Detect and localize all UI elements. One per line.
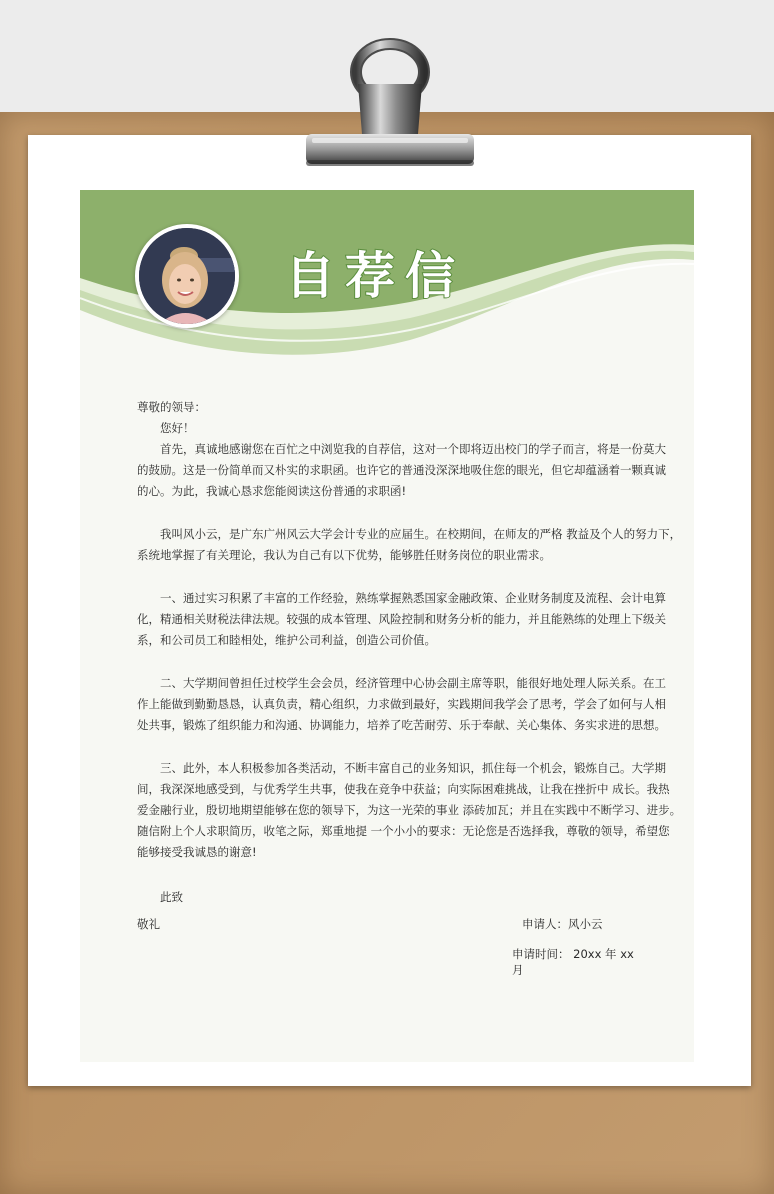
paragraph-line: 作上能做到勤勤恳恳，认真负责，精心组织，力求做到最好，实践期间我学会了思考，学会了如何与人相 [137, 697, 666, 711]
paragraph-line: 处共事，锻炼了组织能力和沟通、协调能力，培养了吃苦耐劳、乐于奉献、关心集体、务实求进的思想。 [137, 718, 666, 732]
paragraph-line: 间，我深深地感受到，与优秀学生共事，使我在竞争中获益；向实际困难挑战，让我在挫折中 成长。我热 [137, 782, 670, 796]
avatar [135, 224, 239, 328]
greeting: 您好！ [160, 421, 195, 435]
paragraph-line: 一、通过实习积累了丰富的工作经验，熟练掌握熟悉国家金融政策、企业财务制度及流程、会计电算 [160, 591, 666, 605]
paragraph-line: 我叫风小云，是广东广州风云大学会计专业的应届生。在校期间，在师友的严格 教益及个人的努力下， [160, 527, 682, 541]
applicant-name: 申请人：风小云 [522, 917, 603, 931]
paragraph-line: 首先，真诚地感谢您在百忙之中浏览我的自荐信，这对一个即将迈出校门的学子而言，将是一份莫大 [160, 442, 666, 456]
paragraph-line: 随信附上个人求职简历，收笔之际，郑重地提 一个小小的要求：无论您是否选择我，尊敬的领导，希望您 [137, 824, 670, 838]
paragraph-experience [137, 588, 666, 651]
paragraph-activities [137, 758, 682, 863]
paragraph-line: 系，和公司员工和睦相处，维护公司利益，创造公司价值。 [137, 633, 436, 647]
paragraph-line: 爱金融行业，殷切地期望能够在您的领导下，为这一光荣的事业 添砖加瓦；并且在实践中不断学习、进步。 [137, 803, 682, 817]
paragraph-line: 的心。为此，我诚心恳求您能阅读这份普通的求职函! [137, 484, 407, 498]
paragraph-line: 能够接受我诚恳的谢意! [137, 845, 257, 859]
paragraph-intro [137, 439, 666, 502]
application-date: 申请时间： 20xx 年 xx 月 [512, 947, 634, 977]
binder-clip-icon [300, 22, 480, 178]
paragraph-line: 三、此外，本人积极参加各类活动，不断丰富自己的业务知识，抓住每一个机会，锻炼自己。大学期 [160, 761, 666, 775]
paragraph-line: 化，精通相关财税法律法规。较强的成本管理、风险控制和财务分析的能力，并且能熟练的处理上下级关 [137, 612, 666, 626]
closing: 此致 [160, 890, 183, 904]
paragraph-line: 的鼓励。这是一份简单而又朴实的求职函。也许它的普通没深深地吸住您的眼光，但它却蕴涵着一颗真诚 [137, 463, 666, 477]
resume-letter-page [80, 190, 694, 1062]
paragraph-student-union [137, 673, 666, 736]
paragraph-self-intro [137, 524, 682, 566]
letter-body [137, 397, 682, 977]
date-row [137, 946, 642, 976]
portrait-photo [139, 228, 235, 324]
paragraph-line: 系统地掌握了有关理论，我认为自己有以下优势，能够胜任财务岗位的职业需求。 [137, 548, 551, 562]
page-title: 自荐信 [285, 247, 465, 305]
signature-row [137, 916, 642, 946]
regards: 敬礼 [137, 917, 160, 931]
paragraph-line: 二、大学期间曾担任过校学生会会员，经济管理中心协会副主席等职，能很好地处理人际关系。在工 [160, 676, 666, 690]
salutation: 尊敬的领导： [137, 400, 206, 414]
